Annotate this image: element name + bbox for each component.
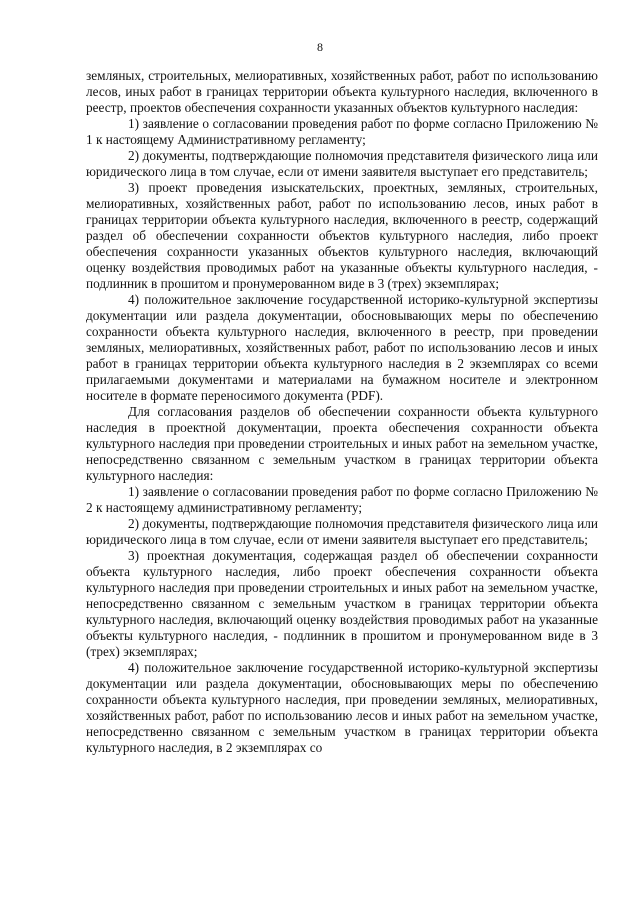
list-item-work-project-1: 3) проект проведения изыскательских, проектных, земляных, строительных, мелиоративных, хозяйственных работ, работ по использованию лесов, иных работ в границах территории объекта культурного наследия, включенного в реестр, содержащий раздел об обеспечении сохранности объектов культурного наследия, либо проект обеспечения сохранности указанных объектов культурного наследия, включающий оценку воздействия проводимых работ на указанные объекты культурного наследия, - подлинник в прошитом и пронумерованном виде в 3 (трех) экземплярах; (86, 180, 598, 291)
list-item-application-form-2: 1) заявление о согласовании проведения работ по форме согласно Приложению № 2 к настоящему административному регламенту; (86, 484, 598, 515)
list-item-expert-conclusion-2: 4) положительное заключение государственной историко-культурной экспертизы документации или раздела документации, обосновывающих меры по обеспечению сохранности объекта культурного наследия, при проведении земляных, мелиоративных, хозяйственных работ, работ по использованию лесов и иных работ на земельном участке, непосредственно связанном с земельным участком в границах территории объекта культурного наследия, в 2 экземплярах со (86, 660, 598, 755)
list-item-representative-documents-1: 2) документы, подтверждающие полномочия представителя физического лица или юридического лица в том случае, если от имени заявителя выступает его представитель; (86, 148, 598, 179)
list-item-project-documentation-2: 3) проектная документация, содержащая раздел об обеспечении сохранности объекта культурного наследия, либо проект обеспечения сохранности объекта культурного наследия при проведении строительных и иных работ на земельном участке, непосредственно связанном с земельным участком в границах территории объекта культурного наследия, включающий оценку воздействия проводимых работ на указанные объекты культурного наследия, - подлинник в прошитом и пронумерованном виде в 3 (трех) экземплярах; (86, 548, 598, 659)
list-item-representative-documents-2: 2) документы, подтверждающие полномочия представителя физического лица или юридического лица в том случае, если от имени заявителя выступает его представитель; (86, 516, 598, 547)
paragraph-section-approval-heading: Для согласования разделов об обеспечении сохранности объекта культурного наследия в проектной документации, проекта обеспечения сохранности объекта культурного наследия при проведении строительных и иных работ на земельном участке, непосредственно связанном с земельным участком в границах территории объекта культурного наследия: (86, 404, 598, 483)
page-number: 8 (317, 40, 323, 54)
paragraph-intro-continuation: земляных, строительных, мелиоративных, хозяйственных работ, работ по использованию лесов, иных работ в границах территории объекта культурного наследия, включенного в реестр, проектов обеспечения сохранности указанных объектов культурного наследия: (86, 68, 598, 115)
list-item-application-form-1: 1) заявление о согласовании проведения работ по форме согласно Приложению № 1 к настоящему Административному регламенту; (86, 116, 598, 147)
list-item-expert-conclusion-1: 4) положительное заключение государственной историко-культурной экспертизы документации или раздела документации, обосновывающих меры по обеспечению сохранности объекта культурного наследия, включенного в реестр, при проведении земляных, мелиоративных, хозяйственных работ, работ по использованию лесов и иных работ в границах территории объекта культурного наследия в 2 экземплярах со всеми прилагаемыми документами и материалами на бумажном носителе и электронном носителе в формате переносимого документа (PDF). (86, 292, 598, 403)
document-body (86, 68, 598, 756)
